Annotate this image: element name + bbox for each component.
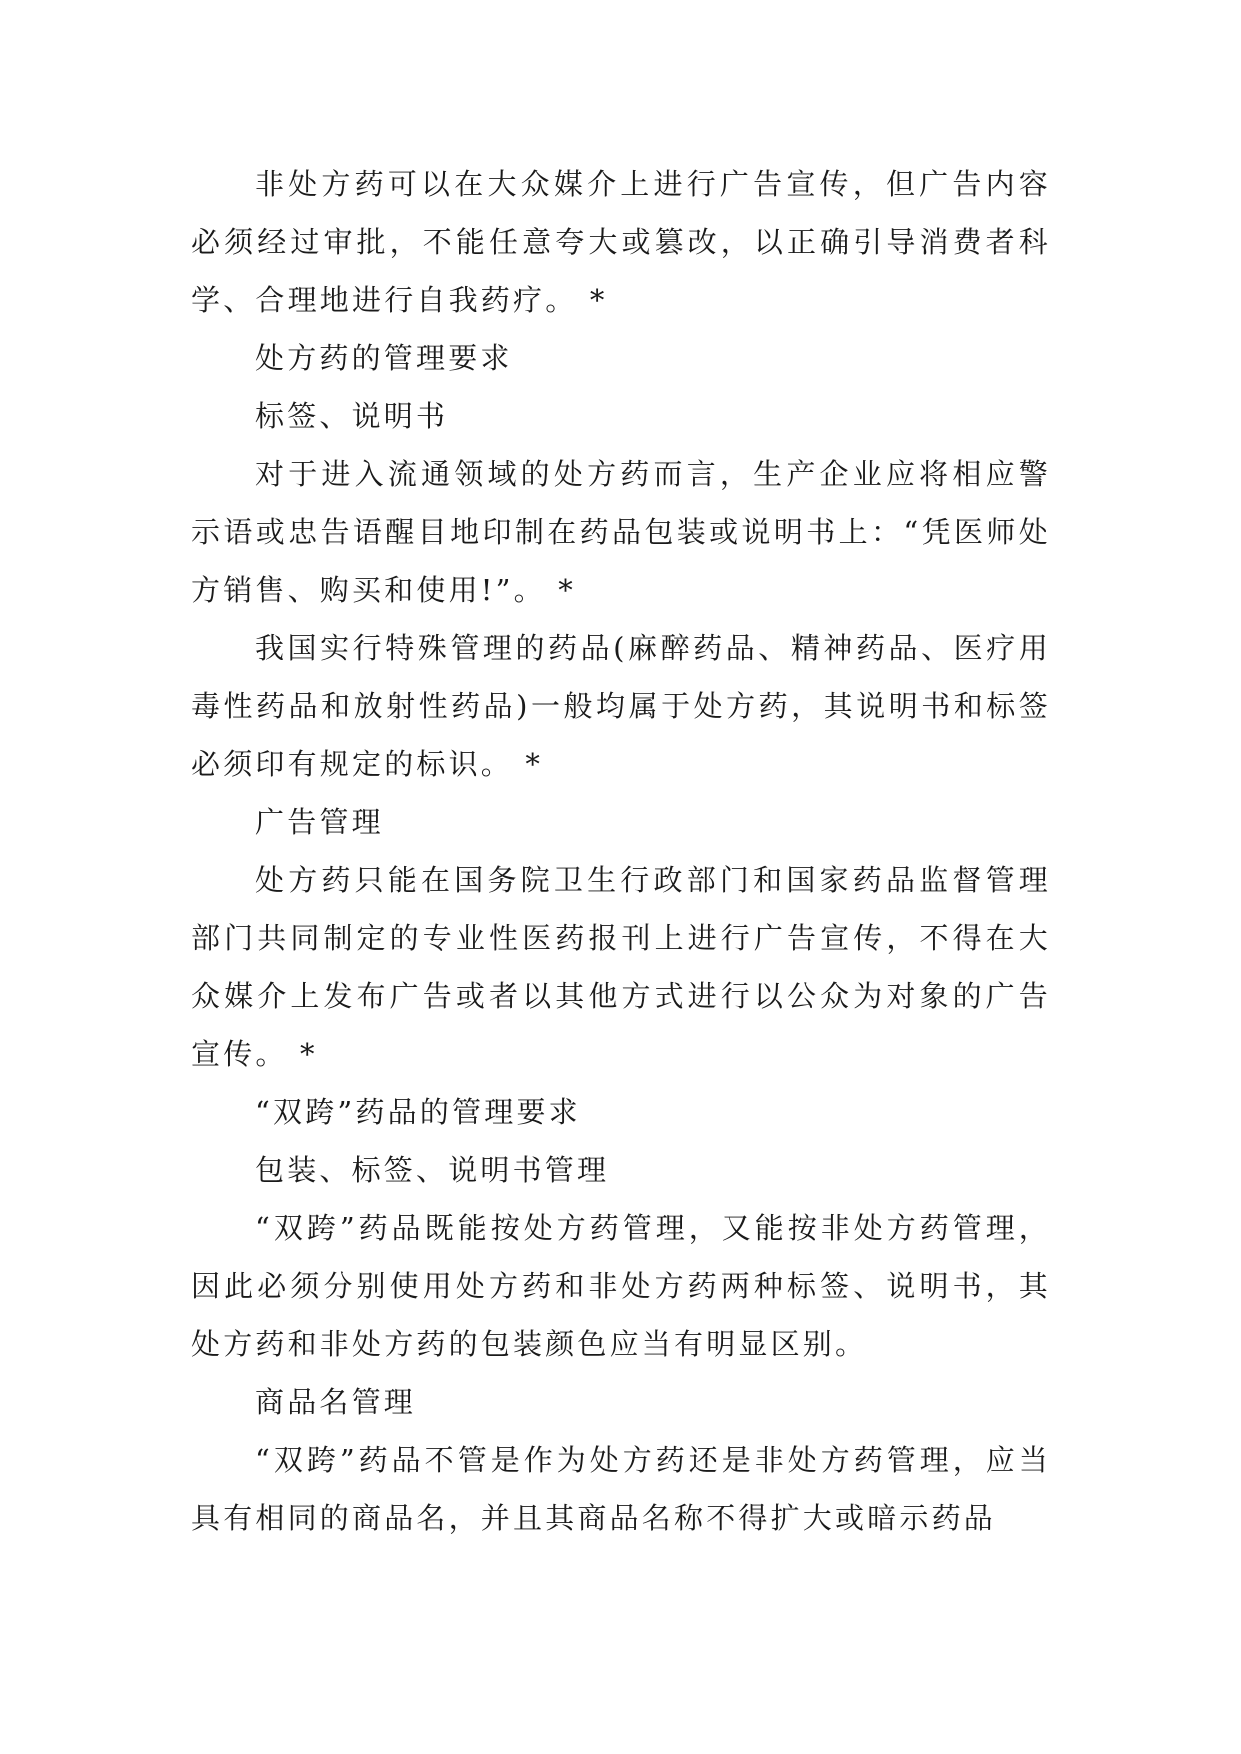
heading-dual-span-management: “双跨”药品的管理要求 xyxy=(255,1095,581,1129)
paragraph-prescription-advertising: 处方药只能在国务院卫生行政部门和国家药品监督管理部门共同制定的专业性医药报刊上进行广告宣传，不得在大众媒介上发布广告或者以其他方式进行以公众为对象的广告宣传。 * xyxy=(191,863,1051,1071)
heading-trade-name-management: 商品名管理 xyxy=(255,1385,417,1419)
paragraph-special-drugs: 我国实行特殊管理的药品(麻醉药品、精神药品、医疗用毒性药品和放射性药品)一般均属于处方药，其说明书和标签必须印有规定的标识。 * xyxy=(191,631,1051,781)
paragraph-dual-span-trade-name: “双跨”药品不管是作为处方药还是非处方药管理，应当具有相同的商品名，并且其商品名称不得扩大或暗示药品 xyxy=(191,1443,1051,1535)
paragraph-prescription-warning: 对于进入流通领域的处方药而言，生产企业应将相应警示语或忠告语醒目地印制在药品包装或说明书上：“凭医师处方销售、购买和使用!”。 * xyxy=(191,457,1051,607)
heading-label-instructions: 标签、说明书 xyxy=(255,399,449,433)
heading-advertising-management: 广告管理 xyxy=(255,805,384,839)
heading-prescription-management: 处方药的管理要求 xyxy=(255,341,513,375)
heading-packaging-label-management: 包装、标签、说明书管理 xyxy=(255,1153,610,1187)
document-body xyxy=(191,155,1051,1547)
paragraph-dual-span-packaging: “双跨”药品既能按处方药管理，又能按非处方药管理，因此必须分别使用处方药和非处方药两种标签、说明书，其处方药和非处方药的包装颜色应当有明显区别。 xyxy=(191,1211,1051,1361)
paragraph-otc-advertising: 非处方药可以在大众媒介上进行广告宣传，但广告内容必须经过审批，不能任意夸大或篡改，以正确引导消费者科学、合理地进行自我药疗。 * xyxy=(191,167,1051,317)
